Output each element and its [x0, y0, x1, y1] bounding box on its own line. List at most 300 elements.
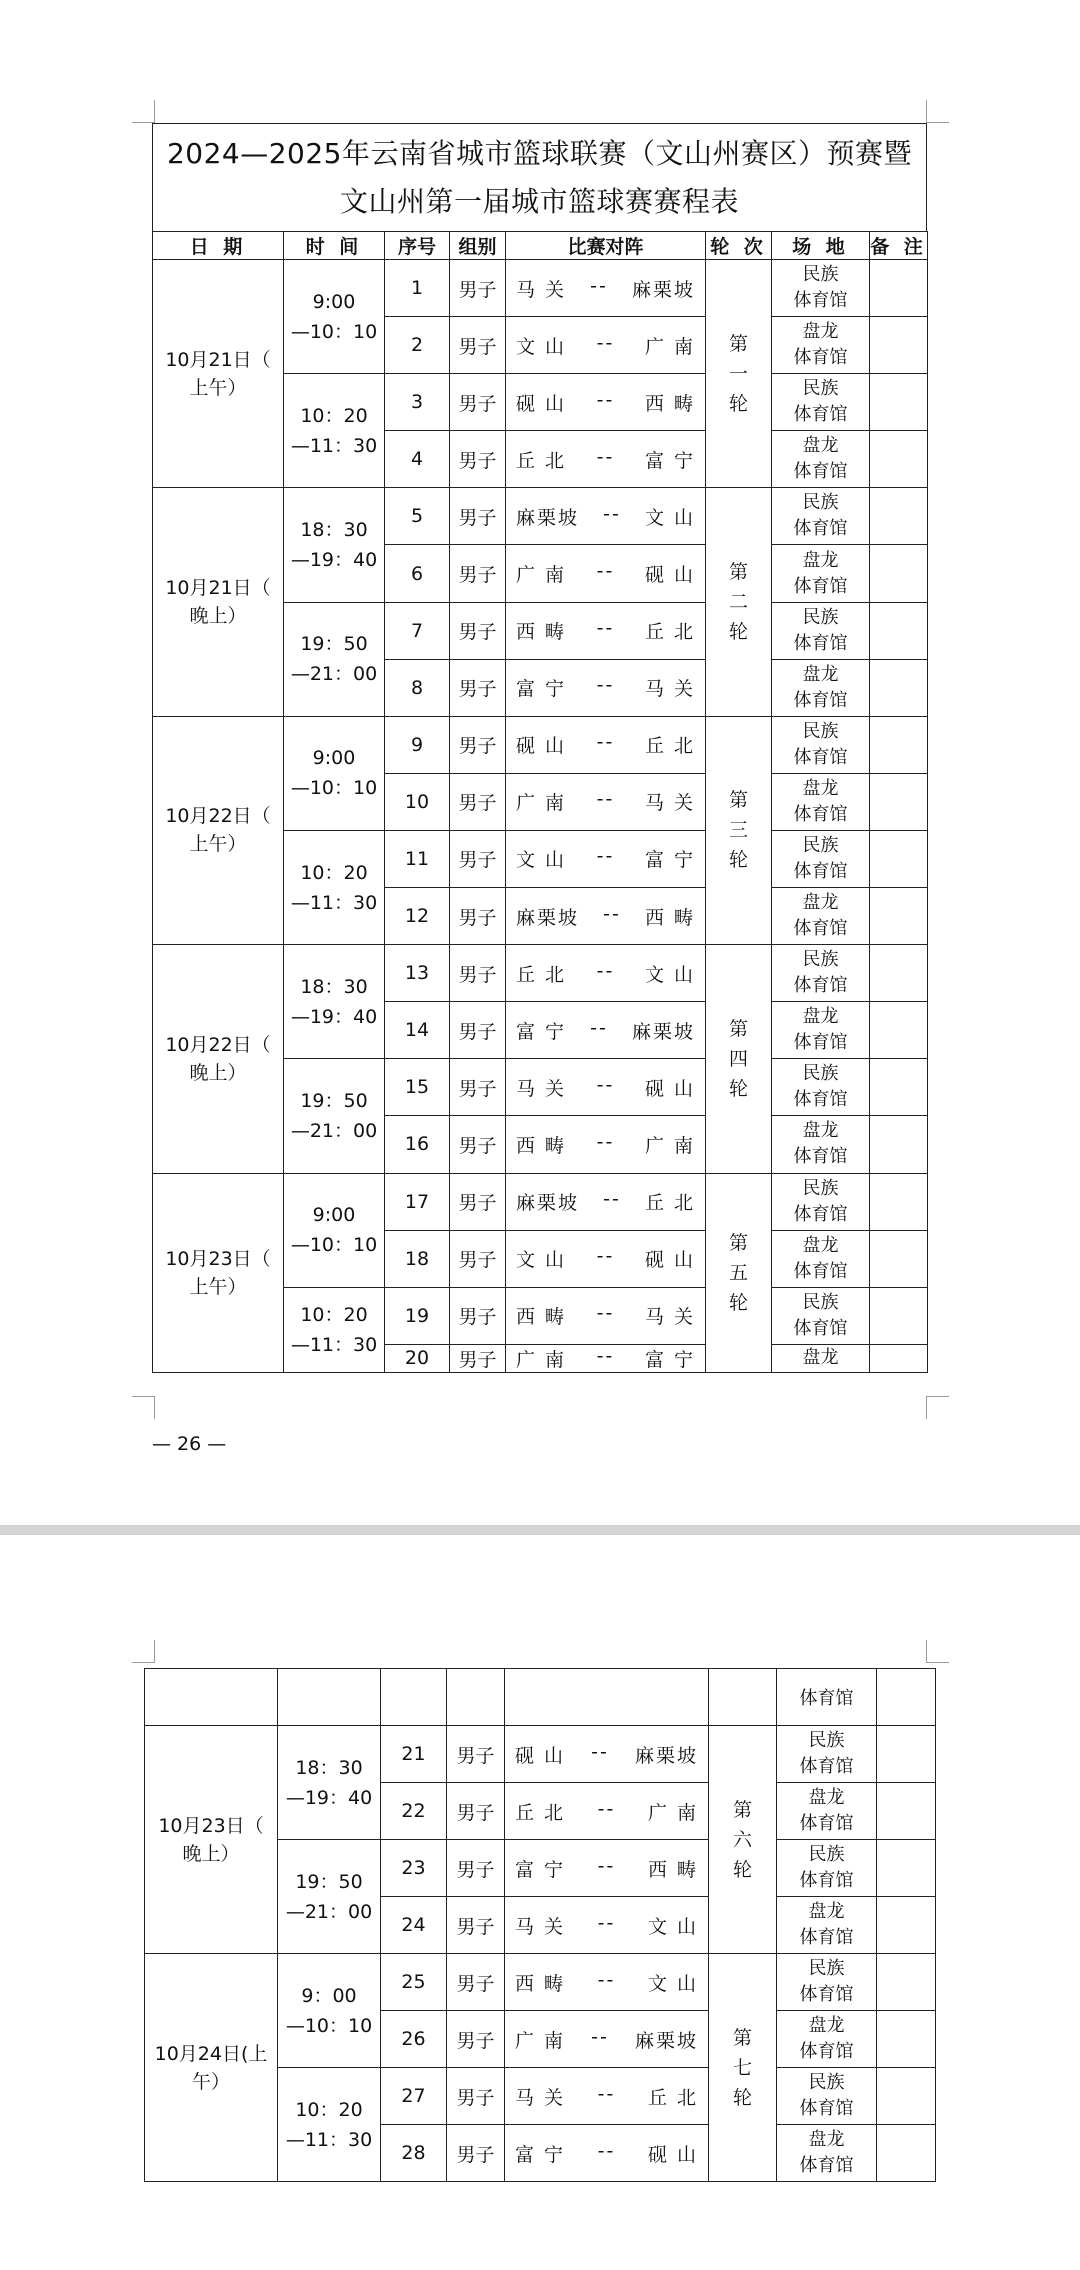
match-cell: [506, 488, 706, 545]
venue-line: 盘龙: [808, 1901, 845, 1922]
venue-text: [772, 1118, 869, 1170]
team-home: 文 山: [516, 849, 567, 872]
round-char: 轮: [732, 1858, 752, 1881]
match-cell: [506, 716, 706, 773]
matchup: [506, 446, 705, 473]
round-char: 五: [728, 1261, 748, 1284]
date-cell: [153, 1173, 284, 1372]
venue-cell: [772, 659, 870, 716]
versus-sep: --: [591, 2025, 609, 2048]
note-cell: [870, 317, 928, 374]
team-away: 广 南: [647, 1801, 698, 1824]
match-cell: [506, 945, 706, 1002]
time-cell: [278, 1840, 381, 1954]
time-end: —21：00: [285, 1900, 373, 1923]
round-text: [706, 785, 771, 875]
round-cell: [706, 1173, 772, 1372]
match-cell: [506, 374, 706, 431]
venue-cell: [777, 2011, 877, 2068]
note-cell: [870, 888, 928, 945]
match-cell: [506, 1116, 706, 1173]
team-away: 文 山: [644, 506, 695, 529]
round-cell: [709, 1726, 777, 1954]
venue-cell: [772, 1173, 870, 1230]
venue-cell: [772, 1287, 870, 1344]
header-note: 备 注: [870, 232, 928, 260]
venue-text: [772, 1345, 869, 1371]
seq-cell: 26: [381, 2011, 447, 2068]
matchup: [506, 275, 705, 302]
venue-line: 民族: [802, 1063, 839, 1085]
team-away: 广 南: [644, 1134, 695, 1157]
venue-cell: [777, 1840, 877, 1897]
match-cell: [505, 1897, 709, 1954]
venue-text: [777, 2127, 876, 2179]
note-cell: [870, 260, 928, 317]
venue-line: 体育馆: [793, 918, 848, 940]
matchup: [505, 1912, 708, 1939]
seq-cell: 23: [381, 1840, 447, 1897]
team-home: 西 畴: [516, 1306, 567, 1329]
round-cell: [706, 260, 772, 488]
team-home: 西 畴: [516, 621, 567, 644]
note-cell: [877, 1897, 936, 1954]
match-cell: [506, 1002, 706, 1059]
date-text: [153, 1245, 283, 1301]
versus-sep: --: [596, 788, 615, 811]
venue-line: 体育馆: [799, 1927, 854, 1948]
group-cell: 男子: [450, 659, 506, 716]
venue-line: 盘龙: [808, 1787, 845, 1808]
venue-cell: [772, 1059, 870, 1116]
venue-text: [772, 490, 869, 542]
seq-cell: 9: [385, 716, 450, 773]
team-away: 丘 北: [644, 1192, 695, 1215]
time-cell: [278, 1954, 381, 2068]
group-cell: 男子: [450, 773, 506, 830]
group-cell: 男子: [447, 1726, 505, 1783]
header-group: 组别: [450, 232, 506, 260]
seq-cell: 16: [385, 1116, 450, 1173]
versus-sep: --: [596, 560, 615, 583]
venue-cell: [777, 1783, 877, 1840]
round-cell: [706, 716, 772, 944]
time-start: 10：20: [295, 2098, 363, 2121]
header-match: 比赛对阵: [506, 232, 706, 260]
team-home: 富 宁: [516, 1020, 567, 1043]
time-start: 10：20: [300, 1303, 368, 1326]
matchup: [506, 674, 705, 701]
venue-line: 盘龙: [802, 1347, 839, 1369]
venue-cell: [772, 888, 870, 945]
group-cell: 男子: [447, 1897, 505, 1954]
time-start: 18：30: [295, 1756, 363, 1779]
venue-text: [772, 662, 869, 714]
team-home: 丘 北: [515, 1801, 566, 1824]
venue-cell: [777, 1954, 877, 2011]
team-away: 麻栗坡: [634, 2029, 698, 2052]
crop-mark: [926, 100, 949, 123]
match-cell: [506, 317, 706, 374]
date-text: [153, 346, 283, 402]
team-away: 西 畴: [647, 1858, 698, 1881]
versus-sep: --: [596, 1245, 615, 1268]
round-char: 轮: [728, 1077, 748, 1100]
header-time: 时 间: [284, 232, 385, 260]
time-end: —19：40: [290, 1005, 378, 1028]
venue-line: 体育馆: [793, 575, 848, 597]
group-cell: 男子: [450, 1173, 506, 1230]
seq-cell: 12: [385, 888, 450, 945]
matchup: [505, 2140, 708, 2167]
venue-cell: [772, 716, 870, 773]
time-cell: [284, 1287, 385, 1372]
time-cell: [284, 1059, 385, 1173]
date-line: 上午）: [189, 833, 247, 856]
table-row: [153, 945, 928, 1002]
time-end: —10：10: [290, 777, 378, 800]
match-cell: [506, 1059, 706, 1116]
matchup: [505, 1798, 708, 1825]
venue-line: 体育馆: [793, 1203, 848, 1225]
matchup: [506, 845, 705, 872]
seq-cell: 1: [385, 260, 450, 317]
venue-line: 体育馆: [793, 404, 848, 426]
time-start: 19：50: [300, 1089, 368, 1112]
note-cell: [870, 602, 928, 659]
matchup: [506, 560, 705, 587]
matchup: [506, 1245, 705, 1272]
venue-line: 民族: [802, 949, 839, 971]
team-home: 马 关: [516, 1077, 567, 1100]
team-home: 广 南: [516, 1348, 567, 1371]
versus-sep: --: [597, 1968, 616, 1991]
match-cell: [505, 1954, 709, 2011]
venue-cell: [772, 1116, 870, 1173]
venue-text: [772, 1061, 869, 1113]
team-home: 文 山: [516, 1249, 567, 1272]
round-char: 四: [728, 1047, 748, 1070]
seq-cell: 3: [385, 374, 450, 431]
note-cell: [870, 1173, 928, 1230]
venue-line: 民族: [802, 720, 839, 742]
venue-line: 体育馆: [793, 746, 848, 768]
team-away: 砚 山: [644, 564, 695, 587]
versus-sep: --: [603, 902, 621, 925]
matchup: [506, 731, 705, 758]
note-cell: [870, 830, 928, 887]
group-cell: 男子: [450, 888, 506, 945]
note-cell: [870, 374, 928, 431]
time-cell: [284, 945, 385, 1059]
schedule-table-page-1: [152, 231, 928, 1373]
versus-sep: --: [596, 959, 615, 982]
venue-line: 民族: [808, 2072, 845, 2093]
round-char: 轮: [728, 392, 748, 415]
group-cell: 男子: [447, 1840, 505, 1897]
team-away: 丘 北: [647, 2086, 698, 2109]
group-cell: 男子: [447, 2068, 505, 2125]
round-char: 一: [728, 362, 748, 385]
group-cell: 男子: [450, 317, 506, 374]
note-cell: [870, 545, 928, 602]
time-text: [278, 1753, 380, 1813]
time-start: 10：20: [300, 861, 368, 884]
team-home: 马 关: [516, 278, 567, 301]
table-row: [153, 1173, 928, 1230]
venue-cell: [777, 1897, 877, 1954]
team-home: 西 畴: [516, 1134, 567, 1157]
venue-line: 体育馆: [793, 1317, 848, 1339]
match-cell: [506, 773, 706, 830]
header-seq: 序号: [385, 232, 450, 260]
team-home: 砚 山: [516, 735, 567, 758]
match-cell: [506, 1287, 706, 1344]
team-home: 广 南: [515, 2029, 566, 2052]
matchup: [506, 1131, 705, 1158]
round-text: [706, 557, 771, 647]
venue-line: 体育馆: [793, 975, 848, 997]
note-cell: [877, 2068, 936, 2125]
group-cell: 男子: [450, 716, 506, 773]
page-number: — 26 —: [152, 1433, 227, 1455]
venue-line: 体育馆: [799, 2098, 854, 2119]
versus-sep: --: [597, 1854, 616, 1877]
venue-line: 体育馆: [793, 1260, 848, 1282]
venue-line: 民族: [808, 1844, 845, 1865]
matchup: [506, 903, 705, 930]
venue-text: [772, 719, 869, 771]
versus-sep: --: [603, 502, 621, 525]
team-home: 富 宁: [515, 1858, 566, 1881]
date-text: [153, 1031, 283, 1087]
versus-sep: --: [590, 274, 608, 297]
table-row: [145, 1954, 936, 2011]
venue-line: 体育馆: [793, 1146, 848, 1168]
time-end: —11：30: [290, 1333, 378, 1356]
note-cell: [877, 1726, 936, 1783]
versus-sep: --: [596, 1130, 615, 1153]
venue-line: 盘龙: [808, 2015, 845, 2036]
round-char: 轮: [728, 621, 748, 644]
team-home: 麻栗坡: [516, 1192, 580, 1215]
seq-cell: 8: [385, 659, 450, 716]
venue-line: 民族: [802, 492, 839, 514]
match-cell: [505, 1726, 709, 1783]
note-cell: [870, 716, 928, 773]
versus-sep: --: [597, 2139, 616, 2162]
time-end: —19：40: [285, 1786, 373, 1809]
seq-cell: 6: [385, 545, 450, 602]
venue-line: 盘龙: [802, 663, 839, 685]
venue-line: 体育馆: [793, 860, 848, 882]
venue-line: 盘龙: [802, 549, 839, 571]
group-cell: 男子: [447, 1783, 505, 1840]
versus-sep: --: [590, 1016, 608, 1039]
venue-line: 民族: [802, 264, 839, 286]
venue-line: 体育馆: [793, 1089, 848, 1111]
time-end: —21：00: [290, 1119, 378, 1142]
group-cell: 男子: [450, 945, 506, 1002]
schedule-table-page-2: [144, 1668, 936, 2182]
time-cell: [278, 1726, 381, 1840]
round-cell: [709, 1954, 777, 2182]
venue-cell: [772, 945, 870, 1002]
matchup: [505, 1855, 708, 1882]
team-away: 丘 北: [644, 735, 695, 758]
seq-cell: 25: [381, 1954, 447, 2011]
time-cell: [284, 1173, 385, 1287]
venue-text: [772, 376, 869, 428]
note-cell: [870, 1344, 928, 1372]
header-venue: 场 地: [772, 232, 870, 260]
seq-cell: 28: [381, 2125, 447, 2182]
group-cell: 男子: [447, 2011, 505, 2068]
crop-mark: [926, 1640, 949, 1663]
date-line: 午）: [191, 2070, 230, 2093]
round-cell: [706, 488, 772, 716]
matchup: [506, 617, 705, 644]
team-home: 富 宁: [516, 678, 567, 701]
match-cell: [505, 2125, 709, 2182]
time-text: [284, 1086, 384, 1146]
header-round: 轮 次: [706, 232, 772, 260]
date-line: 10月21日（: [165, 577, 271, 600]
date-text: [153, 574, 283, 630]
group-cell: 男子: [450, 1116, 506, 1173]
time-end: —11：30: [290, 891, 378, 914]
team-away: 砚 山: [644, 1249, 695, 1272]
round-char: 第: [728, 789, 748, 812]
venue-text: [777, 1842, 876, 1894]
team-home: 广 南: [516, 792, 567, 815]
venue-text: [772, 776, 869, 828]
time-text: [284, 858, 384, 918]
note-cell: [870, 1230, 928, 1287]
round-char: 三: [728, 819, 748, 842]
match-cell: [506, 602, 706, 659]
seq-cell: 15: [385, 1059, 450, 1116]
venue-line: 体育馆: [799, 1756, 854, 1777]
venue-text: [777, 1956, 876, 2008]
team-home: 砚 山: [516, 392, 567, 415]
match-cell: [506, 1173, 706, 1230]
group-cell: 男子: [450, 545, 506, 602]
time-text: [284, 515, 384, 575]
venue-cell: [772, 1002, 870, 1059]
round-char: 第: [728, 1017, 748, 1040]
seq-cell: 21: [381, 1726, 447, 1783]
versus-sep: --: [596, 617, 615, 640]
team-away: 砚 山: [644, 1077, 695, 1100]
time-text: [284, 972, 384, 1032]
date-cell: [153, 945, 284, 1173]
venue-line: 民族: [808, 1958, 845, 1979]
time-text: [284, 401, 384, 461]
team-away: 砚 山: [647, 2143, 698, 2166]
round-char: 第: [728, 561, 748, 584]
team-away: 文 山: [644, 963, 695, 986]
matchup: [505, 1741, 708, 1768]
group-cell: 男子: [450, 830, 506, 887]
round-char: 二: [728, 591, 748, 614]
versus-sep: --: [597, 1797, 616, 1820]
venue-text: [772, 548, 869, 600]
versus-sep: --: [596, 1344, 615, 1367]
time-cell: [284, 602, 385, 716]
venue-text: [772, 319, 869, 371]
header-date: 日 期: [153, 232, 284, 260]
venue-text: [772, 1176, 869, 1228]
time-text: [278, 1867, 380, 1927]
venue-cell: [772, 260, 870, 317]
team-away: 丘 北: [644, 621, 695, 644]
matchup: [505, 2026, 708, 2053]
date-text: [153, 802, 283, 858]
note-cell: [870, 773, 928, 830]
group-cell: 男子: [450, 1230, 506, 1287]
matchup: [506, 1074, 705, 1101]
continued-row: [145, 1669, 936, 1726]
round-char: 第: [732, 1798, 752, 1821]
matchup: [506, 1302, 705, 1329]
round-text: [706, 1228, 771, 1318]
venue-cell: [772, 602, 870, 659]
time-text: [284, 287, 384, 347]
round-text: [706, 329, 771, 419]
venue-text: [772, 1290, 869, 1342]
team-home: 文 山: [516, 335, 567, 358]
table-row: [153, 488, 928, 545]
venue-cell: [772, 1230, 870, 1287]
venue-line: 民族: [802, 834, 839, 856]
date-line: 10月22日（: [165, 805, 271, 828]
time-end: —19：40: [290, 548, 378, 571]
date-line: 上午）: [189, 376, 247, 399]
seq-cell: 24: [381, 1897, 447, 1954]
team-away: 文 山: [647, 1915, 698, 1938]
table-row: [145, 1726, 936, 1783]
crop-mark: [926, 1396, 949, 1419]
versus-sep: --: [596, 388, 615, 411]
venue-text: [777, 1728, 876, 1780]
note-cell: [870, 431, 928, 488]
group-cell: 男子: [450, 488, 506, 545]
team-home: 广 南: [516, 564, 567, 587]
venue-line: 体育馆: [799, 1870, 854, 1891]
versus-sep: --: [596, 731, 615, 754]
date-cell: [153, 260, 284, 488]
time-end: —11：30: [290, 434, 378, 457]
team-away: 麻栗坡: [631, 1020, 695, 1043]
venue-text: [772, 262, 869, 314]
date-line: 上午）: [189, 1275, 247, 1298]
round-char: 六: [732, 1828, 752, 1851]
group-cell: 男子: [450, 260, 506, 317]
versus-sep: --: [596, 331, 615, 354]
venue-cell: [772, 773, 870, 830]
match-cell: [506, 830, 706, 887]
match-cell: [505, 1783, 709, 1840]
seq-cell: 13: [385, 945, 450, 1002]
team-away: 马 关: [644, 1306, 695, 1329]
venue-text: [772, 1004, 869, 1056]
team-away: 富 宁: [644, 1348, 695, 1371]
versus-sep: --: [596, 845, 615, 868]
venue-text: [777, 1899, 876, 1951]
matchup: [506, 1017, 705, 1044]
team-away: 麻栗坡: [634, 1744, 698, 1767]
